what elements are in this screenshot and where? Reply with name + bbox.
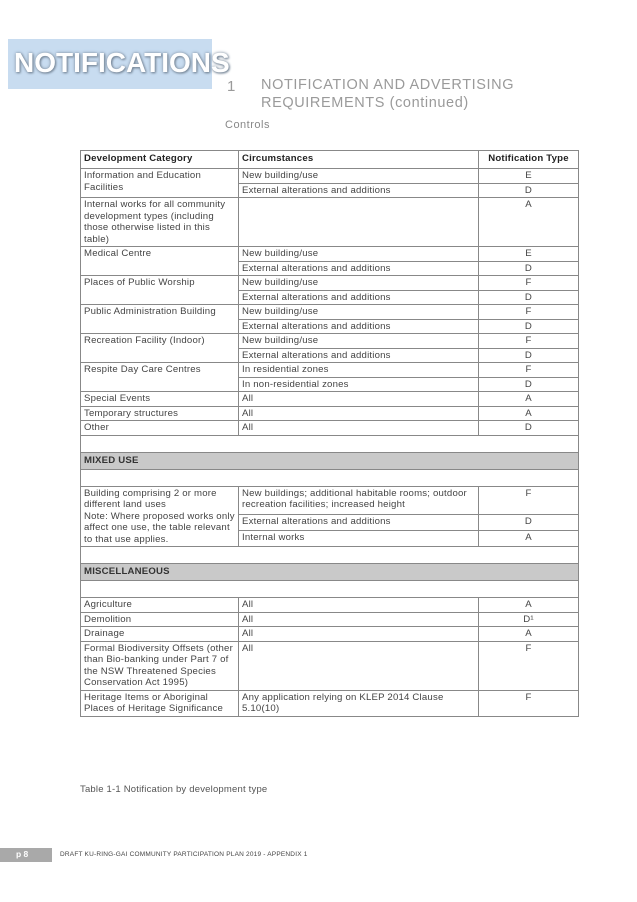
table-row	[81, 627, 579, 642]
table-row	[81, 486, 579, 515]
circumstance-cell: New buildings; additional habitable rooms; outdoor recreation facilities; increased height	[239, 486, 479, 515]
notification-type-cell: E	[479, 169, 579, 184]
circumstance-cell: New building/use	[239, 334, 479, 349]
table-row	[81, 690, 579, 716]
notification-type-cell: A	[479, 406, 579, 421]
notification-type-cell: A	[479, 627, 579, 642]
circumstance-cell: External alterations and additions	[239, 348, 479, 363]
table-row	[81, 305, 579, 320]
table-body-mixed-use	[81, 435, 579, 598]
circumstance-cell: In non-residential zones	[239, 377, 479, 392]
notification-type-cell: D	[479, 348, 579, 363]
notification-type-cell: D	[479, 319, 579, 334]
category-cell: Special Events	[81, 392, 239, 407]
category-cell: Heritage Items or Aboriginal Places of Heritage Significance	[81, 690, 239, 716]
circumstance-cell: External alterations and additions	[239, 261, 479, 276]
spacer-row	[81, 435, 579, 452]
circumstance-cell: New building/use	[239, 247, 479, 262]
notifications-badge	[8, 39, 230, 89]
notification-type-cell: A	[479, 198, 579, 247]
spacer-row	[81, 469, 579, 486]
table-row	[81, 334, 579, 349]
notification-type-cell: D	[479, 377, 579, 392]
circumstance-cell: All	[239, 627, 479, 642]
notification-type-cell: A	[479, 598, 579, 613]
mixed-use-category: Building comprising 2 or more different land uses	[84, 487, 217, 510]
category-cell: Demolition	[81, 612, 239, 627]
category-cell: Recreation Facility (Indoor)	[81, 334, 239, 363]
notification-table	[80, 150, 579, 717]
section-row-mixed-use	[81, 452, 579, 469]
notification-type-cell: D	[479, 290, 579, 305]
mixed-use-category-cell	[81, 486, 239, 547]
circumstance-cell: External alterations and additions	[239, 290, 479, 305]
notification-type-cell: D	[479, 183, 579, 198]
circumstance-cell: All	[239, 421, 479, 436]
table-row	[81, 406, 579, 421]
notification-type-cell: F	[479, 334, 579, 349]
category-cell: Agriculture	[81, 598, 239, 613]
table-row	[81, 276, 579, 291]
notification-type-cell: F	[479, 486, 579, 515]
category-cell: Drainage	[81, 627, 239, 642]
circumstance-cell: In residential zones	[239, 363, 479, 378]
notification-type-cell: D	[479, 261, 579, 276]
table-row	[81, 169, 579, 184]
category-cell: Other	[81, 421, 239, 436]
circumstance-cell: New building/use	[239, 169, 479, 184]
controls-subheading: Controls	[225, 119, 270, 131]
notification-type-cell: D¹	[479, 612, 579, 627]
section-number: 1	[227, 78, 236, 95]
category-cell: Places of Public Worship	[81, 276, 239, 305]
misc-heading: MISCELLANEOUS	[81, 564, 579, 581]
table-row	[81, 247, 579, 262]
circumstance-cell: External alterations and additions	[239, 515, 479, 531]
circumstance-cell: Any application relying on KLEP 2014 Clause 5.10(10)	[239, 690, 479, 716]
circumstance-cell: All	[239, 612, 479, 627]
notification-type-cell: A	[479, 531, 579, 547]
notification-type-cell: F	[479, 305, 579, 320]
page-number: p 8	[16, 849, 29, 859]
category-cell: Formal Biodiversity Offsets (other than Bio-banking under Part 7 of the NSW Threatened Species Conservation Act 1995)	[81, 641, 239, 690]
table-row	[81, 363, 579, 378]
header-circumstances: Circumstances	[239, 151, 479, 169]
table-row	[81, 198, 579, 247]
table-row	[81, 392, 579, 407]
table-body-miscellaneous	[81, 598, 579, 717]
circumstance-cell: Internal works	[239, 531, 479, 547]
table-body-community	[81, 169, 579, 436]
spacer-row	[81, 581, 579, 598]
table-row	[81, 641, 579, 690]
circumstance-cell: All	[239, 598, 479, 613]
header-notification-type: Notification Type	[479, 151, 579, 169]
table-row	[81, 598, 579, 613]
table-header-row	[81, 151, 579, 169]
notification-type-cell: F	[479, 641, 579, 690]
category-cell: Medical Centre	[81, 247, 239, 276]
category-cell: Public Administration Building	[81, 305, 239, 334]
notification-type-cell: A	[479, 392, 579, 407]
category-cell: Respite Day Care Centres	[81, 363, 239, 392]
notification-type-cell: D	[479, 421, 579, 436]
notification-type-cell: D	[479, 515, 579, 531]
table-caption: Table 1-1 Notification by development type	[80, 784, 268, 795]
badge-label: NOTIFICATIONS	[14, 47, 230, 78]
section-title-line2: REQUIREMENTS (continued)	[261, 95, 469, 111]
spacer-row	[81, 547, 579, 564]
section-title	[261, 76, 514, 112]
circumstance-cell: External alterations and additions	[239, 183, 479, 198]
circumstance-cell: New building/use	[239, 276, 479, 291]
circumstance-cell: External alterations and additions	[239, 319, 479, 334]
notification-type-cell: F	[479, 363, 579, 378]
table-row	[81, 612, 579, 627]
category-cell: Internal works for all community development types (including those otherwise listed in this table)	[81, 198, 239, 247]
section-row-miscellaneous	[81, 564, 579, 581]
circumstance-cell: New building/use	[239, 305, 479, 320]
footer-text: DRAFT KU-RING-GAI COMMUNITY PARTICIPATION PLAN 2019 - APPENDIX 1	[60, 851, 308, 858]
category-cell: Information and Education Facilities	[81, 169, 239, 198]
table-row	[81, 421, 579, 436]
circumstance-cell: All	[239, 392, 479, 407]
circumstance-cell	[239, 198, 479, 247]
category-cell: Temporary structures	[81, 406, 239, 421]
mixed-use-note: Note: Where proposed works only affect one use, the table relevant to that use applies.	[84, 510, 235, 545]
section-title-line1: NOTIFICATION AND ADVERTISING	[261, 77, 515, 93]
mixed-use-heading: MIXED USE	[81, 452, 579, 469]
header-category: Development Category	[81, 151, 239, 169]
notification-type-cell: F	[479, 276, 579, 291]
circumstance-cell: All	[239, 406, 479, 421]
notification-type-cell: F	[479, 690, 579, 716]
page-number-tab	[0, 848, 52, 862]
notification-type-cell: E	[479, 247, 579, 262]
circumstance-cell: All	[239, 641, 479, 690]
